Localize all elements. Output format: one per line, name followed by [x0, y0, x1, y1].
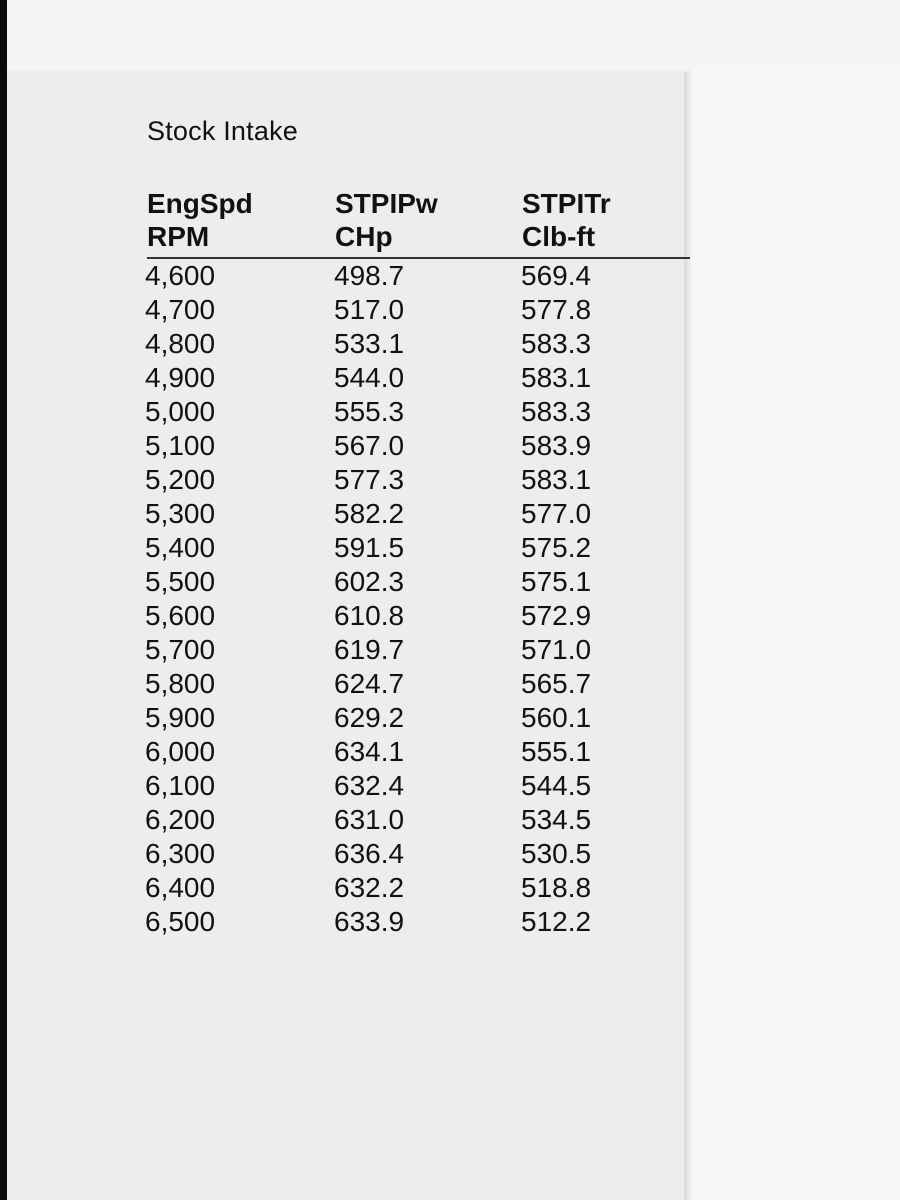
engine-speed-cell: 4,600 — [145, 260, 216, 291]
table-row — [0, 259, 690, 293]
power-cell: 591.5 — [334, 532, 405, 563]
data-table-body — [0, 259, 690, 939]
torque-cell: 530.5 — [521, 838, 592, 869]
torque-cell: 565.7 — [521, 668, 592, 699]
torque-cell: 571.0 — [521, 634, 592, 665]
engine-speed-cell: 5,600 — [145, 600, 216, 631]
table-row — [0, 395, 690, 429]
power-cell: 602.3 — [334, 566, 405, 597]
torque-cell: 575.1 — [521, 566, 592, 597]
engine-speed-cell: 4,900 — [145, 362, 216, 393]
column-header-unit: RPM — [147, 221, 210, 252]
engine-speed-cell: 6,400 — [145, 872, 216, 903]
column-header-name: STPITr — [522, 188, 611, 219]
column-header-power — [335, 187, 438, 253]
power-cell: 517.0 — [334, 294, 405, 325]
torque-cell: 583.9 — [521, 430, 592, 461]
power-cell: 634.1 — [334, 736, 405, 767]
table-row — [0, 429, 690, 463]
engine-speed-cell: 5,300 — [145, 498, 216, 529]
power-cell: 632.2 — [334, 872, 405, 903]
engine-speed-cell: 5,900 — [145, 702, 216, 733]
power-cell: 619.7 — [334, 634, 405, 665]
table-row — [0, 361, 690, 395]
engine-speed-cell: 6,100 — [145, 770, 216, 801]
table-row — [0, 327, 690, 361]
column-header-unit: Clb-ft — [522, 221, 596, 252]
power-cell: 636.4 — [334, 838, 405, 869]
torque-cell: 534.5 — [521, 804, 592, 835]
engine-speed-cell: 6,300 — [145, 838, 216, 869]
torque-cell: 560.1 — [521, 702, 592, 733]
power-cell: 624.7 — [334, 668, 405, 699]
engine-speed-cell: 4,700 — [145, 294, 216, 325]
engine-speed-cell: 5,500 — [145, 566, 216, 597]
engine-speed-cell: 5,700 — [145, 634, 216, 665]
table-row — [0, 905, 690, 939]
torque-cell: 555.1 — [521, 736, 592, 767]
torque-cell: 577.8 — [521, 294, 592, 325]
scan-background-top — [7, 0, 900, 70]
torque-cell: 569.4 — [521, 260, 592, 291]
table-row — [0, 871, 690, 905]
table-row — [0, 599, 690, 633]
table-row — [0, 667, 690, 701]
torque-cell: 583.3 — [521, 396, 592, 427]
torque-cell: 572.9 — [521, 600, 592, 631]
power-cell: 610.8 — [334, 600, 405, 631]
torque-cell: 518.8 — [521, 872, 592, 903]
torque-cell: 583.1 — [521, 464, 592, 495]
column-header-name: STPIPw — [335, 188, 438, 219]
power-cell: 567.0 — [334, 430, 405, 461]
engine-speed-cell: 5,800 — [145, 668, 216, 699]
table-row — [0, 463, 690, 497]
power-cell: 577.3 — [334, 464, 405, 495]
column-header-torque — [522, 187, 611, 253]
column-header-unit: CHp — [335, 221, 393, 252]
table-row — [0, 837, 690, 871]
power-cell: 555.3 — [334, 396, 405, 427]
table-row — [0, 633, 690, 667]
power-cell: 629.2 — [334, 702, 405, 733]
power-cell: 544.0 — [334, 362, 405, 393]
power-cell: 633.9 — [334, 906, 405, 937]
table-row — [0, 565, 690, 599]
power-cell: 582.2 — [334, 498, 405, 529]
power-cell: 533.1 — [334, 328, 405, 359]
power-cell: 632.4 — [334, 770, 405, 801]
column-header-name: EngSpd — [147, 188, 253, 219]
power-cell: 498.7 — [334, 260, 405, 291]
torque-cell: 583.3 — [521, 328, 592, 359]
table-row — [0, 701, 690, 735]
torque-cell: 577.0 — [521, 498, 592, 529]
document-title: Stock Intake — [147, 116, 298, 146]
table-row — [0, 497, 690, 531]
torque-cell: 544.5 — [521, 770, 592, 801]
table-row — [0, 531, 690, 565]
table-row — [0, 803, 690, 837]
engine-speed-cell: 6,500 — [145, 906, 216, 937]
table-row — [0, 735, 690, 769]
column-header-engine-speed — [147, 187, 253, 253]
torque-cell: 512.2 — [521, 906, 592, 937]
engine-speed-cell: 5,100 — [145, 430, 216, 461]
torque-cell: 583.1 — [521, 362, 592, 393]
engine-speed-cell: 6,200 — [145, 804, 216, 835]
scan-background-right — [692, 70, 900, 1200]
table-row — [0, 769, 690, 803]
table-row — [0, 293, 690, 327]
torque-cell: 575.2 — [521, 532, 592, 563]
engine-speed-cell: 5,000 — [145, 396, 216, 427]
engine-speed-cell: 5,400 — [145, 532, 216, 563]
engine-speed-cell: 5,200 — [145, 464, 216, 495]
engine-speed-cell: 6,000 — [145, 736, 216, 767]
power-cell: 631.0 — [334, 804, 405, 835]
engine-speed-cell: 4,800 — [145, 328, 216, 359]
